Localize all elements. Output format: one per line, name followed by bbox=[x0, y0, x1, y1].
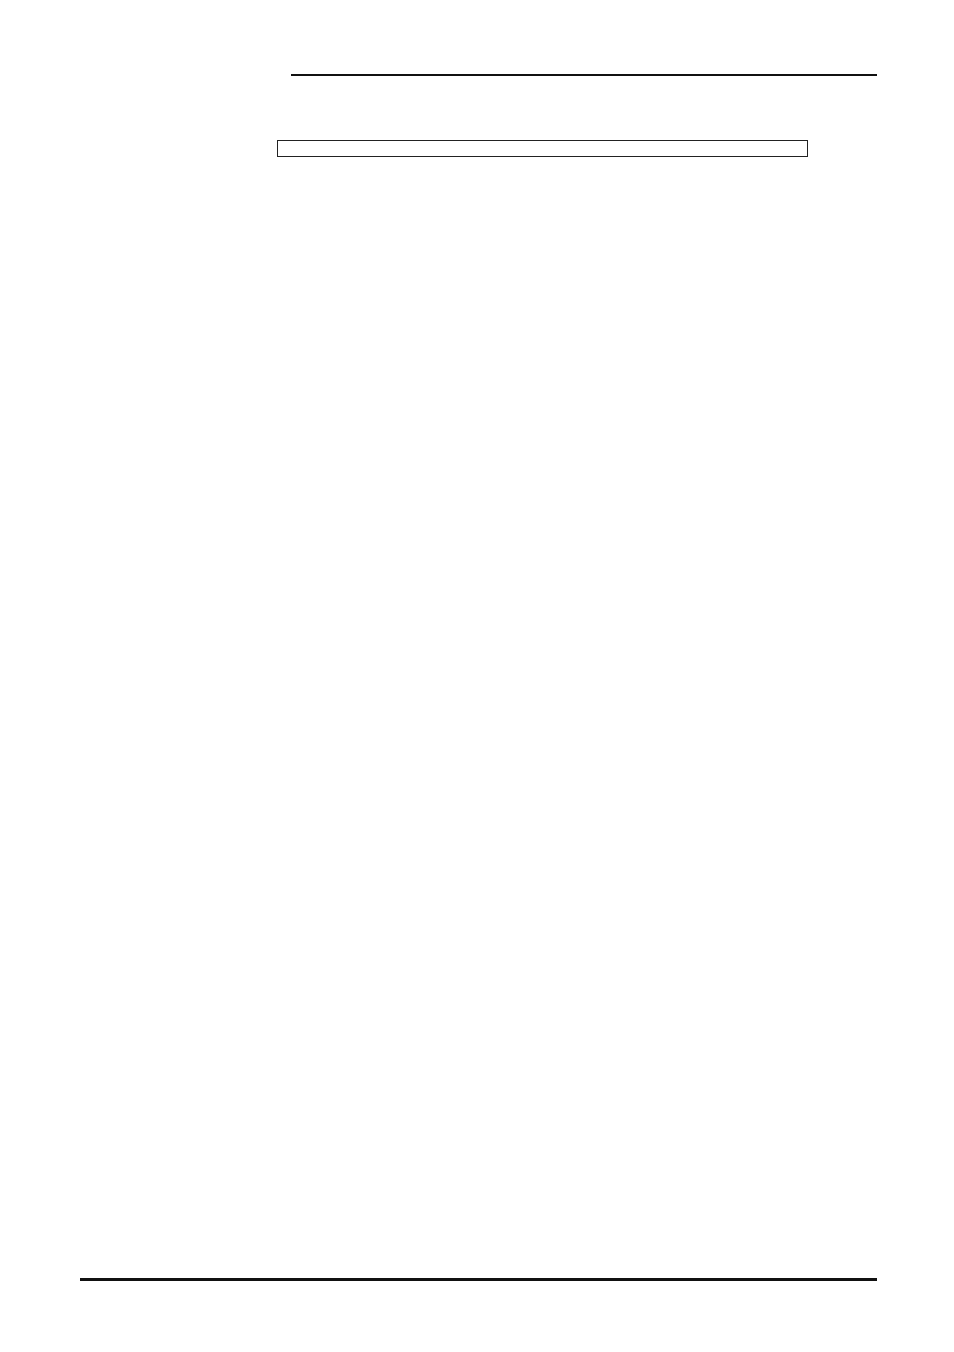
footer-rule bbox=[80, 1278, 877, 1281]
header-rule bbox=[291, 74, 877, 76]
insignia-logo bbox=[80, 40, 81, 80]
notes-box bbox=[277, 140, 808, 157]
page-content bbox=[179, 118, 879, 187]
page-header bbox=[80, 34, 877, 78]
